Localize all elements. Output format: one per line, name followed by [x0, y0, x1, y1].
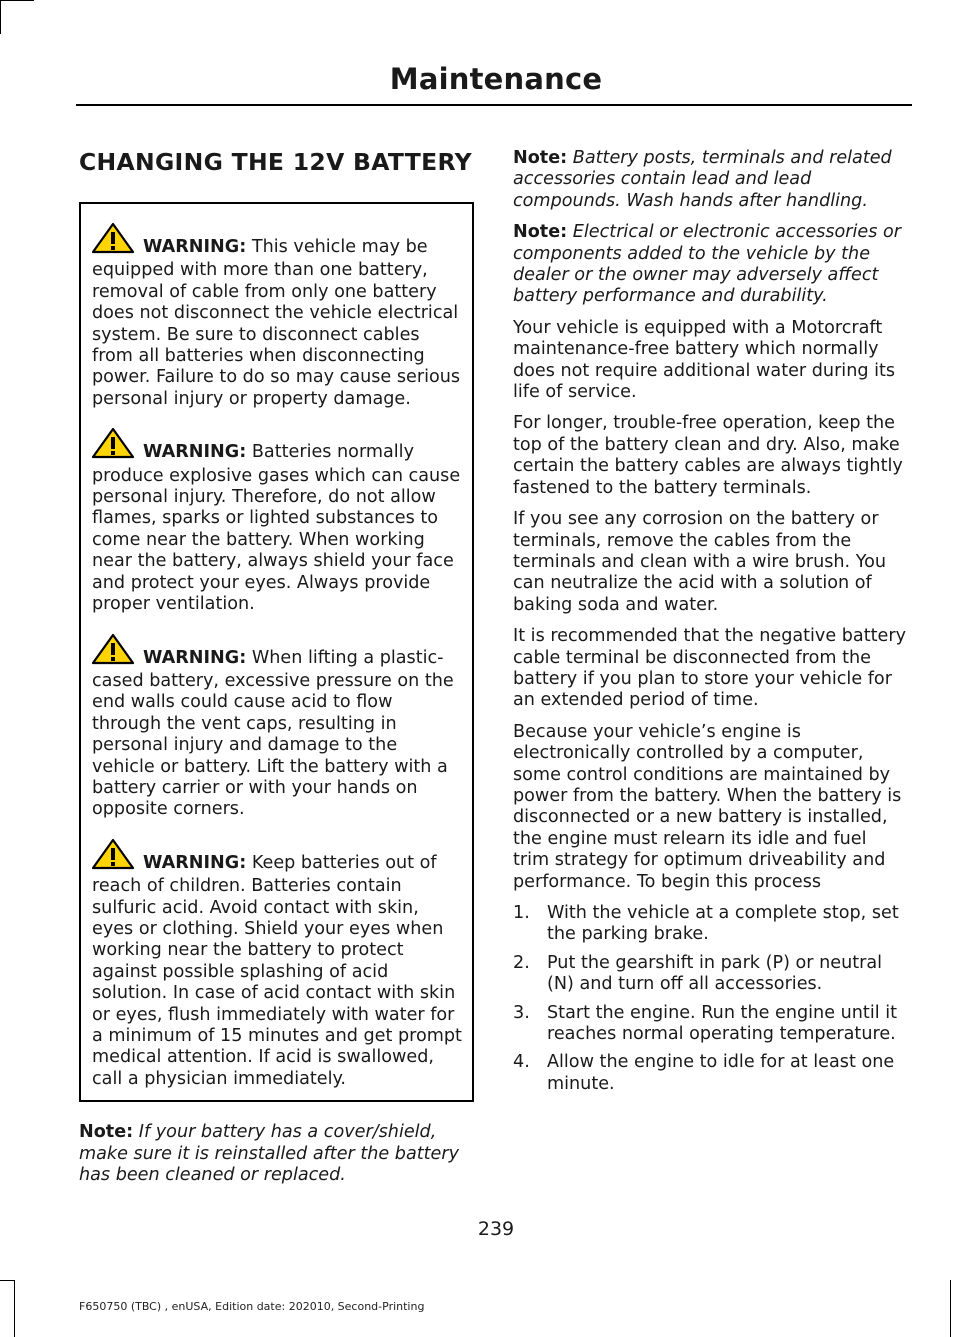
note-text: Electrical or electronic accessories or components added to the vehicle by the dealer or the owner may adversely affect battery performance and durability.	[513, 222, 902, 307]
warning-text: This vehicle may be equipped with more than one battery, removal of cable from only one battery does not disconnect the vehicle electrical system. Be sure to disconnect cables from all batteries when disconnecting power. Failure to do so may cause serious personal injury or property damage.	[92, 237, 461, 409]
note-text: Battery posts, terminals and related accessories contain lead and lead compounds. Wash hands after handling.	[513, 148, 892, 211]
step-text: Start the engine. Run the engine until it reaches normal operating temperature.	[547, 1002, 897, 1045]
step-number: 1.	[513, 903, 530, 923]
paragraph: Your vehicle is equipped with a Motorcraft maintenance-free battery which normally does not require additional water during its life of service.	[513, 317, 896, 403]
paragraph: For longer, trouble-free operation, keep the top of the battery clean and dry. Also, make certain the battery cables are always tightly fastened to the battery terminals.	[513, 413, 903, 498]
paragraph: It is recommended that the negative battery cable terminal be disconnected from the battery if you plan to store your vehicle for an extended period of time.	[513, 626, 906, 711]
crop-mark	[950, 1280, 951, 1337]
list-item	[513, 1003, 908, 1046]
warning-item	[92, 427, 464, 615]
note-text: If your battery has a cover/shield, make sure it is reinstalled after the battery has been cleaned or replaced.	[79, 1122, 460, 1186]
warning-triangle-icon	[92, 838, 136, 876]
note	[513, 148, 908, 212]
crop-mark	[0, 1280, 14, 1281]
warning-triangle-icon	[92, 222, 136, 260]
warning-text: Keep batteries out of reach of children. Batteries contain sulfuric acid. Avoid contact with skin, eyes or clothing. Shield your eyes when working near the battery to protect against possible splashing of acid solution. In case of acid contact with skin or eyes, flush immediately with water for a minimum of 15 minutes and get prompt medical attention. If acid is swallowed, call a physician immediately.	[92, 852, 462, 1089]
warning-label: WARNING:	[143, 852, 247, 873]
page-title: CHANGING THE 12V BATTERY	[79, 148, 472, 176]
warning-text: When lifting a plastic-cased battery, excessive pressure on the end walls could cause acid to flow through the vent caps, resulting in personal injury and damage to the vehicle or battery. Lift the battery with a battery carrier or with your hands on opposite corners.	[92, 647, 454, 820]
right-column	[513, 148, 908, 1102]
step-number: 4.	[513, 1052, 530, 1073]
header-divider	[76, 104, 912, 106]
note-label: Note:	[513, 148, 568, 168]
footer-edition: F650750 (TBC) , enUSA, Edition date: 202010, Second-Printing	[79, 1300, 425, 1313]
paragraph: Because your vehicle’s engine is electronically controlled by a computer, some control conditions are maintained by power from the battery. When the battery is disconnected or a new battery is installed, the engine must relearn its idle and fuel trim strategy for optimum driveability and performance. To begin this process	[513, 721, 902, 892]
warning-label: WARNING:	[143, 647, 247, 668]
warning-triangle-icon	[92, 427, 136, 465]
step-text: Put the gearshift in park (P) or neutral (N) and turn off all accessories.	[547, 952, 883, 995]
crop-mark	[0, 0, 1, 34]
note	[79, 1122, 474, 1186]
note-label: Note:	[79, 1122, 134, 1143]
step-text: With the vehicle at a complete stop, set the parking brake.	[547, 903, 899, 945]
note-label: Note:	[513, 222, 568, 243]
warning-item	[92, 633, 464, 821]
section-header: Maintenance	[389, 62, 603, 96]
page-number: 239	[477, 1218, 515, 1240]
crop-mark	[0, 0, 34, 1]
note	[513, 222, 908, 308]
warning-label: WARNING:	[143, 442, 247, 463]
list-item	[513, 1052, 908, 1095]
list-item	[513, 953, 908, 996]
warning-text: Batteries normally produce explosive gases which can cause personal injury. Therefore, do not allow flames, sparks or lighted substances to come near the battery. When working near the battery, always shield your face and protect your eyes. Always provide proper ventilation.	[92, 442, 461, 615]
step-number: 2.	[513, 952, 530, 973]
warning-label: WARNING:	[143, 237, 247, 257]
warning-item	[92, 838, 464, 1090]
warning-item	[92, 222, 464, 410]
step-number: 3.	[513, 1002, 530, 1023]
crop-mark	[14, 1280, 15, 1337]
list-item	[513, 903, 908, 946]
left-column	[79, 148, 474, 1196]
warning-triangle-icon	[92, 633, 136, 671]
steps-list	[513, 903, 908, 1095]
step-text: Allow the engine to idle for at least one minute.	[547, 1052, 895, 1094]
paragraph: If you see any corrosion on the battery or terminals, remove the cables from the terminals and clean with a wire brush. You can neutralize the acid with a solution of baking soda and water.	[513, 509, 887, 615]
warning-box	[79, 202, 474, 1102]
